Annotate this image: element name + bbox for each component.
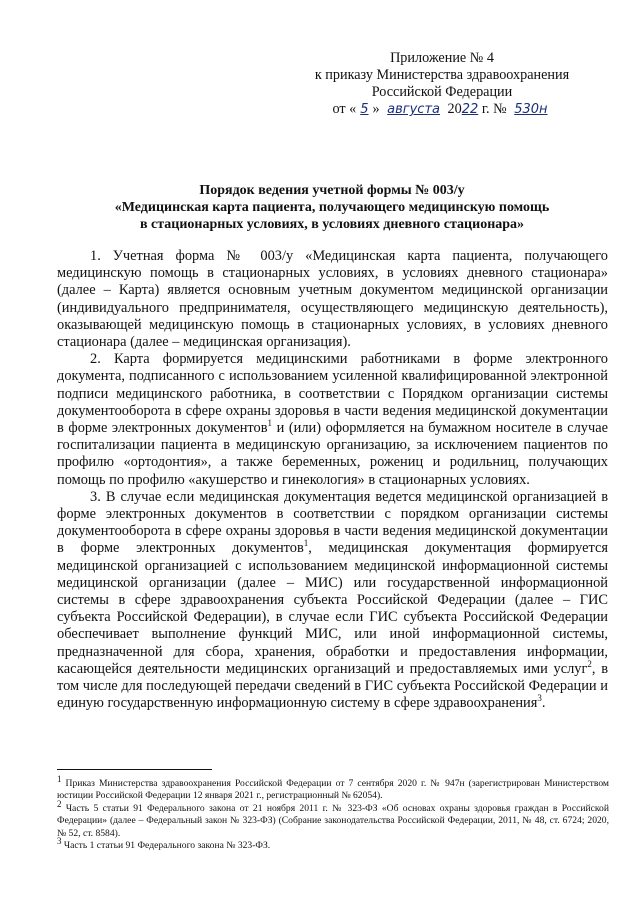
- footnote-ref-1: 1: [267, 418, 273, 429]
- paragraph-2: [57, 351, 608, 489]
- paragraph-1: 1. Учетная форма № 003/у «Медицинская карта пациента, получающего медицинскую помощь в стационарных условиях, в условиях дневного стационара» (далее – Карта) является основным учетным документом медицинской организации (индивидуального предпринимателя, осуществляющего медицинскую деятельность), оказывающей медицинскую помощь в стационарных условиях, в условиях дневного стационара (далее – медицинская организация).: [57, 248, 608, 351]
- paragraph-3-part-a: 3. В случае если медицинская документация ведется медицинской организацией в форме электронных документов в соответствии с порядком организации системы документооборота в сфере охраны здоровья в части ведения медицинской документации в форме электронных документов: [57, 488, 608, 557]
- paragraph-2-part-b: и (или) оформляется на бумажном носителе в случае госпитализации пациента в медицинскую организацию, за исключением пациентов по профилю «ортодонтия», а также беременных, рожениц и родильниц, получающих помощь по профилю «акушерство и гинекология» в стационарных условиях.: [57, 420, 609, 488]
- handwritten-month: августа: [387, 102, 440, 117]
- footnotes: [57, 769, 609, 852]
- paragraph-3-part-d: .: [541, 695, 546, 712]
- title-line-1: Порядок ведения учетной формы № 003/у: [199, 183, 465, 198]
- date-prefix: от «: [332, 101, 357, 117]
- footnote-3: [57, 835, 609, 852]
- paragraph-2-part-a: 2. Карта формируется медицинскими работниками в форме электронного документа, подписанного с использованием усиленной квалифицированной электронной подписи медицинского работника, в соответствии с Порядком организации системы документооборота в сфере охраны здоровья в части ведения медицинской документации в форме электронных документов: [57, 351, 608, 437]
- footnote-ref-1: 1: [303, 538, 309, 549]
- footnote-mark-3: 3: [57, 835, 62, 846]
- paragraph-3: [57, 489, 608, 713]
- title-line-3: в стационарных условиях, в условиях дневного стационара»: [139, 217, 525, 232]
- handwritten-order-number: 530н: [514, 102, 548, 117]
- document-body: [57, 248, 608, 712]
- handwritten-day: 5: [360, 102, 369, 117]
- footnote-mark-2: 2: [57, 798, 62, 809]
- title-line-2: «Медицинская карта пациента, получающего медицинскую помощь: [114, 200, 550, 215]
- footnote-3-text: Часть 1 статьи 91 Федерального закона № 323-ФЗ.: [61, 840, 271, 852]
- footnote-2: [57, 798, 609, 840]
- footnote-ref-2: 2: [587, 659, 592, 670]
- year-after: г. №: [481, 101, 507, 117]
- appendix-number: Приложение № 4: [390, 50, 494, 66]
- appendix-order-ref: к приказу Министерства здравоохранения: [314, 67, 570, 83]
- footnote-divider: [57, 769, 212, 770]
- paragraph-3-part-b: , медицинская документация формируется медицинской организацией с использованием медицинской информационной системы медицинской организации (далее – МИС) или государственной информационной системы в сфере здравоохранения субъекта Российской Федерации (далее – ГИС субъекта Российской Федерации), в случае если ГИС субъекта Российской Федерации обеспечивает выполнение функций МИС, или иной информационной системы, предназначенной для сбора, хранения, обработки и предоставления информации, касающейся деятельности медицинских организаций и предоставляемых ими услуг: [57, 540, 608, 677]
- footnote-1: [57, 773, 609, 803]
- appendix-header: [282, 50, 602, 118]
- document-title: [52, 182, 612, 233]
- footnote-ref-3: 3: [537, 693, 542, 704]
- footnote-2-text: Часть 5 статьи 91 Федерального закона от 21 ноября 2011 г. № 323-ФЗ «Об основах охраны здоровья граждан в Российской Федерации» (далее – Федеральный закон № 323-ФЗ) (Собрание законодательства Российской Федерации, 2011, № 48, ст. 6724; 2020, № 52, ст. 8584).: [57, 802, 609, 839]
- date-mid: »: [372, 101, 380, 117]
- year-prefix: 20: [447, 101, 462, 117]
- handwritten-year: 22: [461, 102, 479, 117]
- appendix-date-line: [282, 101, 602, 118]
- paragraph-3-part-c: , в том числе для последующей передачи сведений в ГИС субъекта Российской Федерации и единую государственную информационную систему в сфере здравоохранения: [57, 660, 608, 712]
- footnote-1-text: Приказ Министерства здравоохранения Российской Федерации от 7 сентября 2020 г. № 947н (зарегистрирован Министерством юстиции Российской Федерации 12 января 2021 г., регистрационный № 62054).: [57, 778, 609, 802]
- appendix-ministry: Российской Федерации: [371, 84, 513, 100]
- footnote-mark-1: 1: [57, 773, 62, 784]
